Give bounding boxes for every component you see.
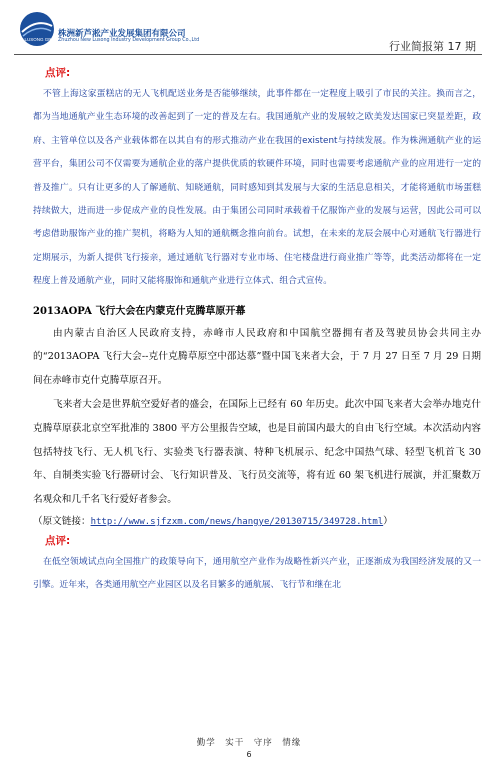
comment-title: 点评: <box>45 67 71 79</box>
comment-title-2: 点评: <box>45 535 71 548</box>
page-number: 6 <box>246 750 252 759</box>
article-paragraph-1-text: 由内蒙古自治区人民政府支持，赤峰市人民政府和中国航空器拥有者及驾驶员协会共同主办的“2013AOPA 飞行大会--克什克腾草原空中邵达慕”暨中国飞来者大会，于 7 月 27 日至 7 月 29 日期间在赤峰市克什克腾草原召开。 <box>33 327 481 387</box>
company-name-cn: 株洲新芦淞产业发展集团有限公司 <box>58 29 186 39</box>
comment-paragraph <box>33 83 481 294</box>
company-name-en: Zhuzhou New Lusong Industry Development Group Co.,Ltd <box>58 38 200 43</box>
company-logo-icon <box>12 10 62 48</box>
article-title: 2013AOPA 飞行大会在内蒙克什克腾草原开幕 <box>33 305 246 317</box>
article-paragraph-1 <box>33 322 481 393</box>
source-link[interactable]: http://www.sjfzxm.com/news/hangye/20130715/349728.html <box>90 517 384 528</box>
issue-label: 行业简报第 17 期 <box>389 40 476 53</box>
page-header <box>0 0 498 56</box>
svg-text:NEW LUSONG GROUP: NEW LUSONG GROUP <box>12 37 62 42</box>
article-paragraph-2 <box>33 393 481 512</box>
page-content <box>33 64 481 598</box>
header-divider <box>14 54 482 55</box>
page-footer <box>0 736 498 759</box>
comment-paragraph-2 <box>33 551 481 598</box>
source-suffix: ） <box>383 516 393 528</box>
source-line <box>33 512 481 532</box>
article-paragraph-2-text: 飞来者大会是世界航空爱好者的盛会，在国际上已经有 60 年历史。此次中国飞来者大会举办地克什克腾草原获北京空军批准的 3800 平方公里报告空域，也是目前国内最大的自由飞行空域。本次活动内容包括特技飞行、无人机飞行、实验类飞行器表演、特种飞机展示、纪念中国热气球、轻型飞机首飞 30 年、自制类实验飞行器研讨会、飞行知识普及、飞行员交流等，将有近 60 架飞机进行展演，并汇聚数万名观众和几千名飞行爱好者参会。 <box>33 399 481 506</box>
comment-text-2: 在低空领域试点向全国推广的政策导向下，通用航空产业作为战略性新兴产业，正逐渐成为我国经济发展的又一引擎。近年来，各类通用航空产业园区以及名目繁多的通航展、飞行节和继在北 <box>33 557 481 591</box>
footer-motto: 勤学 实干 守序 情缘 <box>196 738 302 748</box>
source-prefix: （原文链接： <box>33 516 91 528</box>
comment-text: 不管上海这家蛋糕店的无人飞机配送业务是否能够继续，此事件都在一定程度上吸引了市民的关注。换而言之，都为当地通航产业生态环境的改善起到了一定的普及左右。我国通航产业的发展较之欧美发达国家已突显差距，政府、主管单位以及各产业载体都在以其自有的形式推动产业在我国的existent与持续发展。作为株洲通航产业的运营平台，集团公司不仅需要为通航企业的落户提供优质的软硬件环境，同时也需要考虑通航产业的应用进行一定的普及推广。只有让更多的人了解通航、知晓通航，同时感知到其发展与大家的生活息息相关，才能将通航市场蛋糕持续做大，进而进一步促成产业的良性发展。由于集团公司同时承载着千亿服饰产业的发展与运营，因此公司可以考虑借助服饰产业的推广契机，将略为人知的通航概念推向前台。试想，在未来的龙辰会展中心对通航飞行器进行定期展示，为新人提供飞行接亲，通过通航飞行器对专业市场、住宅楼盘进行商业推广等等，此类活动都将在一定程度上普及通航产业，同时又能将服饰和通航产业进行立体式、组合式宣传。 <box>33 89 481 287</box>
